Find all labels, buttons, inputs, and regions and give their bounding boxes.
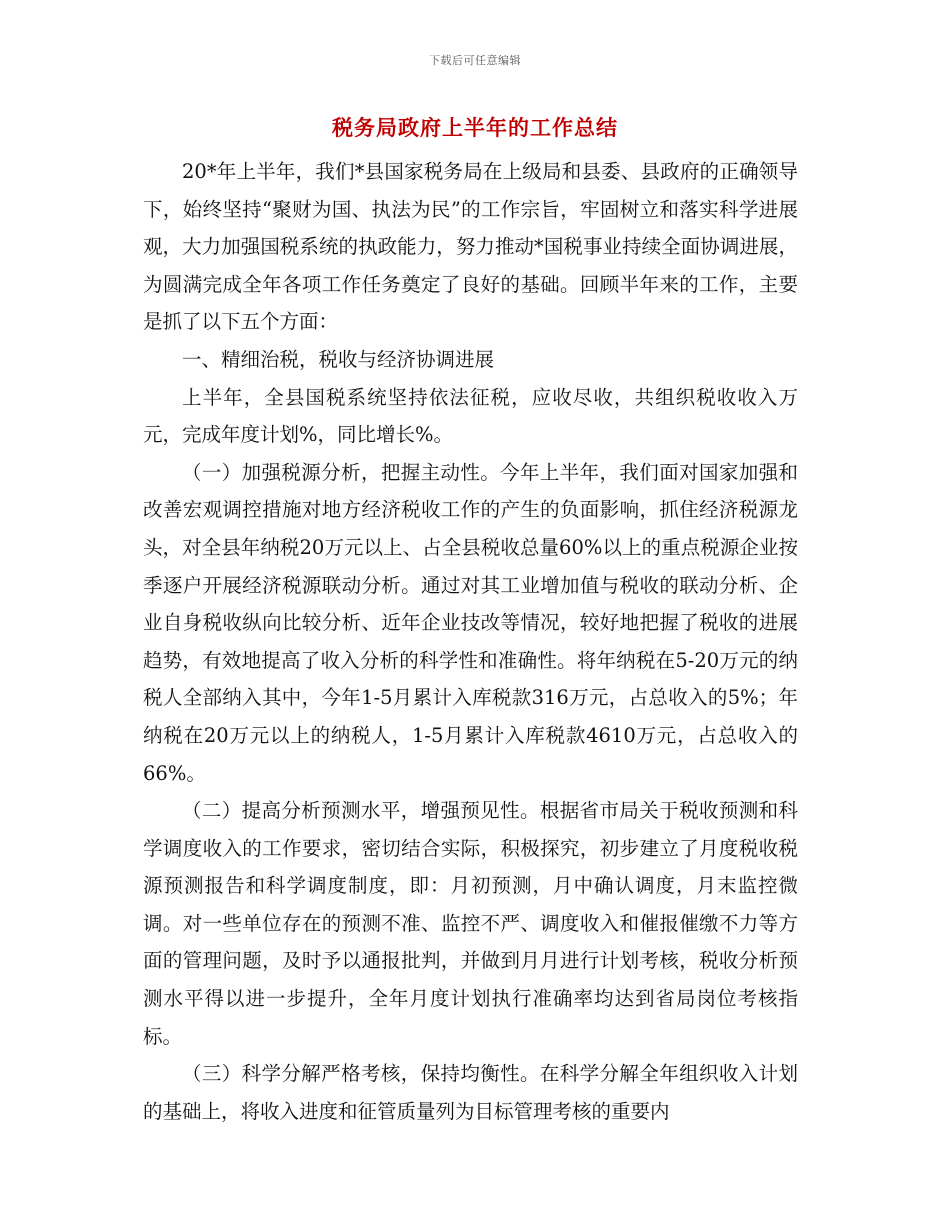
document-body [143,153,798,1130]
intro-paragraph: 20*年上半年，我们*县国家税务局在上级局和县委、县政府的正确领导下，始终坚持“聚财为国、执法为民”的工作宗旨，牢固树立和落实科学进展观，大力加强国税系统的执政能力，努力推动*国税事业持续全面协调进展，为圆满完成全年各项工作任务奠定了良好的基础。回顾半年来的工作，主要是抓了以下五个方面： [143,160,798,334]
item-paragraph: （一）加强税源分析，把握主动性。今年上半年，我们面对国家加强和改善宏观调控措施对地方经济税收工作的产生的负面影响，抓住经济税源龙头，对全县年纳税20万元以上、占全县税收总量60%以上的重点税源企业按季逐户开展经济税源联动分析。通过对其工业增加值与税收的联动分析、企业自身税收纵向比较分析、近年企业技改等情况，较好地把握了税收的进展趋势，有效地提高了收入分析的科学性和准确性。将年纳税在5-20万元的纳税人全部纳入其中，今年1-5月累计入库税款316万元，占总收入的5%；年纳税在20万元以上的纳税人，1-5月累计入库税款4610万元，占总收入的66%。 [143,460,798,785]
item-paragraph: （三）科学分解严格考核，保持均衡性。在科学分解全年组织收入计划的基础上，将收入进度和征管质量列为目标管理考核的重要内 [143,1062,798,1123]
document-title: 税务局政府上半年的工作总结 [332,115,618,140]
header-note: 下载后可任意编辑 [429,54,521,67]
section-heading: 一、精细治税，税收与经济协调进展 [182,347,495,371]
item-paragraph: （二）提高分析预测水平，增强预见性。根据省市局关于税收预测和科学调度收入的工作要求，密切结合实际，积极探究，初步建立了月度税收税源预测报告和科学调度制度，即：月初预测，月中确认调度，月末监控微调。对一些单位存在的预测不准、监控不严、调度收入和催报催缴不力等方面的管理问题，及时予以通报批判，并做到月月进行计划考核，税收分析预测水平得以进一步提升，全年月度计划执行准确率均达到省局岗位考核指标。 [143,799,798,1048]
summary-paragraph: 上半年，全县国税系统坚持依法征税，应收尽收，共组织税收收入万元，完成年度计划%，同比增长%。 [143,385,798,447]
